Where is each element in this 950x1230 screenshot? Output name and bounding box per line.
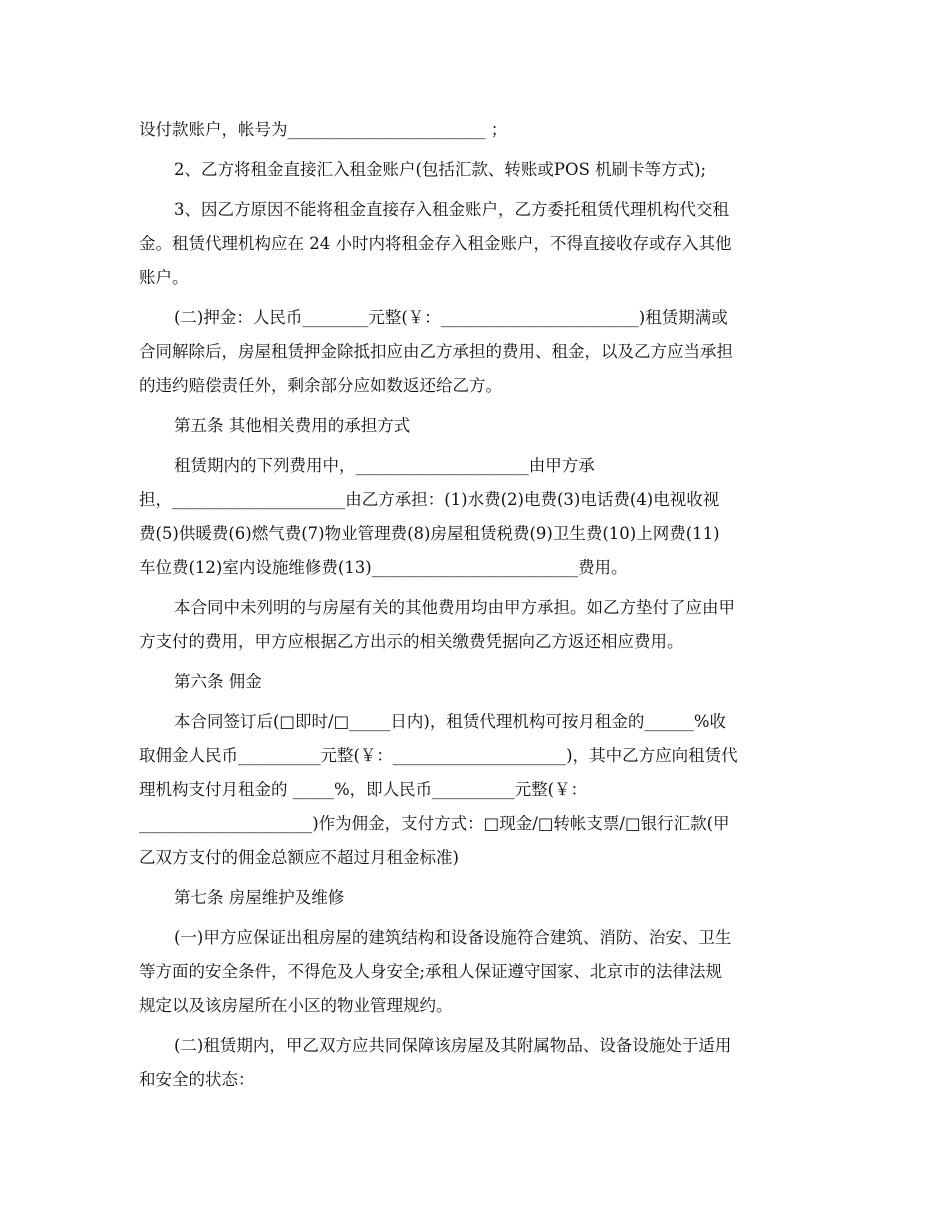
text-line: 的违约赔偿责任外，剩余部分应如数返还给乙方。 xyxy=(139,376,502,395)
text-line: 3、因乙方原因不能将租金直接存入租金账户，乙方委托租赁代理机构代交租 xyxy=(174,200,729,219)
text-line: 理机构支付月租金的 _____%，即人民币__________元整(￥： xyxy=(139,780,588,799)
text-line: 租赁期内的下列费用中，_____________________由甲方承 xyxy=(174,456,595,475)
text-line: 车位费(12)室内设施维修费(13)_________________________费用。 xyxy=(139,558,628,577)
text-line: 等方面的安全条件，不得危及人身安全;承租人保证遵守国家、北京市的法律法规 xyxy=(139,962,723,981)
text-line: 本合同签订后(□即时/□_____日内)，租赁代理机构可按月租金的______%收 xyxy=(174,712,727,731)
document-page xyxy=(139,113,811,1097)
text-line: 取佣金人民币__________元整(￥：_____________________)，其中乙方应向租赁代 xyxy=(139,746,738,765)
text-line: 2、乙方将租金直接汇入租金账户(包括汇款、转账或POS 机刷卡等方式); xyxy=(174,160,707,179)
text-line: 账户。 xyxy=(139,268,189,287)
text-line: 设付款账户，帐号为________________________ ； xyxy=(139,120,508,139)
section-heading: 第五条 其他相关费用的承担方式 xyxy=(174,416,411,435)
text-line: 合同解除后，房屋租赁押金除抵扣应由乙方承担的费用、租金，以及乙方应当承担 xyxy=(139,342,733,361)
text-line: (一)甲方应保证出租房屋的建筑结构和设备设施符合建筑、消防、治安、卫生 xyxy=(174,928,732,947)
text-line: (二)租赁期内，甲乙双方应共同保障该房屋及其附属物品、设备设施处于适用 xyxy=(174,1036,732,1055)
section-heading: 第七条 房屋维护及维修 xyxy=(174,888,345,907)
text-line: 金。租赁代理机构应在 24 小时内将租金存入租金账户，不得直接收存或存入其他 xyxy=(139,234,732,253)
text-line: 本合同中未列明的与房屋有关的其他费用均由甲方承担。如乙方垫付了应由甲 xyxy=(174,598,735,617)
section-heading: 第六条 佣金 xyxy=(174,672,262,691)
text-line: 费(5)供暖费(6)燃气费(7)物业管理费(8)房屋租赁税费(9)卫生费(10)上网费(11) xyxy=(139,524,720,543)
text-line: 方支付的费用，甲方应根据乙方出示的相关缴费凭据向乙方返还相应费用。 xyxy=(139,632,684,651)
text-line: 乙双方支付的佣金总额应不超过月租金标准) xyxy=(139,848,459,867)
text-line: _____________________)作为佣金，支付方式：□现金/□转帐支票/□银行汇款(甲 xyxy=(139,814,730,833)
text-line: (二)押金：人民币________元整(￥：________________________)租赁期满或 xyxy=(174,308,728,327)
text-line: 担，_____________________由乙方承担：(1)水费(2)电费(3)电话费(4)电视收视 xyxy=(139,490,720,509)
text-line: 规定以及该房屋所在小区的物业管理规约。 xyxy=(139,996,453,1015)
text-line: 和安全的状态： xyxy=(139,1070,255,1089)
